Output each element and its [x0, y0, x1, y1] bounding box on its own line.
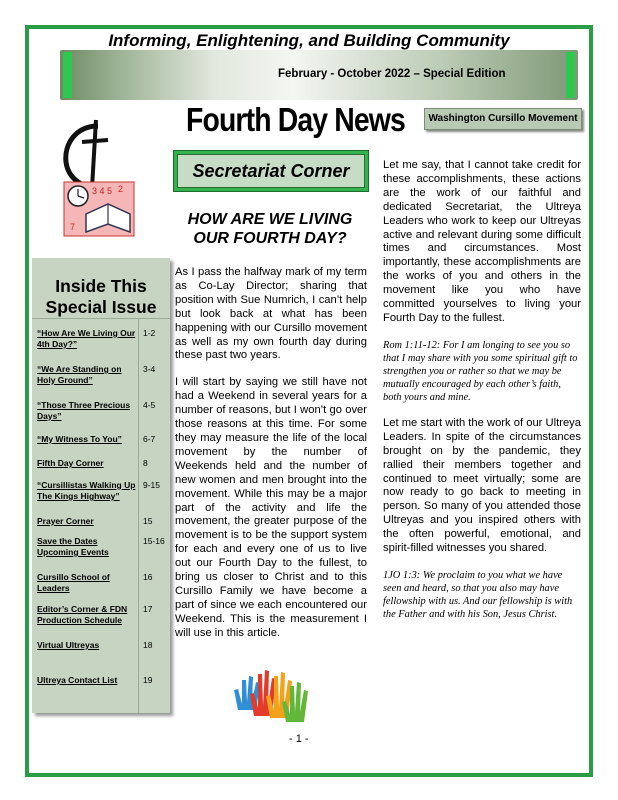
- toc-item-title[interactable]: Editor’s Corner & FDN Production Schedule: [37, 604, 128, 625]
- toc-item-pages: 15-16: [143, 536, 165, 546]
- edition-banner: [60, 50, 578, 100]
- raised-hands-icon: [232, 660, 310, 724]
- svg-text:3 4 5: 3 4 5: [92, 186, 113, 196]
- banner-right-bar: [566, 52, 575, 98]
- toc-divider-horizontal: [32, 318, 170, 319]
- toc-item-pages: 6-7: [143, 434, 156, 444]
- toc-item-title[interactable]: “We Are Standing on Holy Ground”: [37, 364, 122, 385]
- toc-item-pages: 18: [143, 640, 153, 650]
- tagline: Informing, Enlightening, and Building Community: [108, 31, 510, 50]
- scripture-quote: 1JO 1:3: We proclaim to you what we have seen and heard, so that you also may have fellowship with us. And our fellowship is with the Father and with his Son, Jesus Christ.: [383, 569, 573, 620]
- banner-left-bar: [63, 52, 72, 98]
- toc-item-title[interactable]: Virtual Ultreyas: [37, 640, 100, 650]
- toc-item-title[interactable]: Cursillo School of Leaders: [37, 572, 110, 593]
- article-column-middle: [175, 266, 367, 654]
- article-paragraph: Let me start with the work of our Ultreya Leaders. In spite of the circumstances brought on by the pandemic, they rallied their members together and continued to meet virtually; some are now ready to go back to meeting in person. So many of you attended those Ultreyas and you inspired others with the often powerful, emotional, and spirit-filled witnesses you shared.: [383, 416, 581, 555]
- article-paragraph: As I pass the halfway mark of my term as Co-Lay Director; sharing that position with Sue Numrich, I can’t help but look back at what has been happening with our Cursillo movement as well as my own fourth day during these past two years.: [175, 266, 367, 362]
- toc-item-title[interactable]: “Cursillistas Walking Up The Kings Highway”: [37, 480, 136, 501]
- table-of-contents: [32, 258, 170, 713]
- toc-item-pages: 17: [143, 604, 153, 614]
- toc-item-title[interactable]: Prayer Corner: [37, 516, 94, 526]
- toc-item-title[interactable]: “Those Three Precious Days”: [37, 400, 131, 421]
- section-label-box: [173, 150, 369, 192]
- cursillo-logo-icon: [58, 118, 140, 242]
- toc-item-title[interactable]: “How Are We Living Our 4th Day?”: [37, 328, 136, 349]
- article-paragraph: I will start by saying we still have not had a Weekend in several years for a number of reasons, but I won’t go over those reasons at this time. For some they may measure the life of the local movement by the number of Weekends held and the number of new women and men brought into the movement. While this may be a major part of the activity and life the movement, the greater purpose of the movement is to be the support system for each and every one of us to live out our Fourth Day to the fullest, to bring us closer to Christ and to this Cursillo Family we have become a part of since we each encountered our Weekend. This is the measurement I will use in this article.: [175, 376, 367, 639]
- toc-item-pages: 3-4: [143, 364, 156, 374]
- svg-text:7: 7: [70, 222, 76, 232]
- toc-item-title[interactable]: Ultreya Contact List: [37, 675, 118, 685]
- edition-text: February - October 2022 – Special Edition: [278, 68, 506, 80]
- organization-box: Washington Cursillo Movement: [424, 108, 582, 130]
- scripture-quote: Rom 1:11-12: For I am longing to see you so that I may share with you some spiritual gift to strengthen you or rather so that we may be mutually encouraged by each other’s faith, both yours and mine.: [383, 339, 578, 403]
- toc-item-title[interactable]: “My Witness To You”: [37, 434, 122, 444]
- toc-item-pages: 19: [143, 675, 153, 685]
- masthead-title: Fourth Day News: [186, 101, 405, 138]
- toc-item-pages: 9-15: [143, 480, 161, 490]
- toc-item-pages: 8: [143, 458, 148, 468]
- toc-item-pages: 15: [143, 516, 153, 526]
- article-title: HOW ARE WE LIVING OUR FOURTH DAY?: [187, 211, 353, 247]
- article-column-right: [383, 159, 581, 634]
- toc-item-pages: 1-2: [143, 328, 156, 338]
- toc-heading: Inside This Special Issue: [45, 276, 157, 317]
- toc-item-pages: 4-5: [143, 400, 156, 410]
- toc-item-title[interactable]: Fifth Day Corner: [37, 458, 104, 468]
- article-paragraph: Let me say, that I cannot take credit for these accomplishments, these actions are the work of our faithful and dedicated Secretariat, the Ultreya Leaders who work to keep our Ultreyas active and relevant during some difficult times and circumstances. Most importantly, these accomplishments are the works of you and others in the movement like you who have committed yourselves to living your Fourth Day to the fullest.: [383, 159, 581, 324]
- toc-item-pages: 16: [143, 572, 153, 582]
- section-label: Secretariat Corner: [177, 154, 365, 188]
- toc-item-title[interactable]: Save the Dates Upcoming Events: [37, 536, 109, 557]
- toc-divider-vertical: [138, 318, 139, 713]
- svg-text:2: 2: [118, 184, 124, 194]
- page-number: - 1 -: [289, 733, 309, 745]
